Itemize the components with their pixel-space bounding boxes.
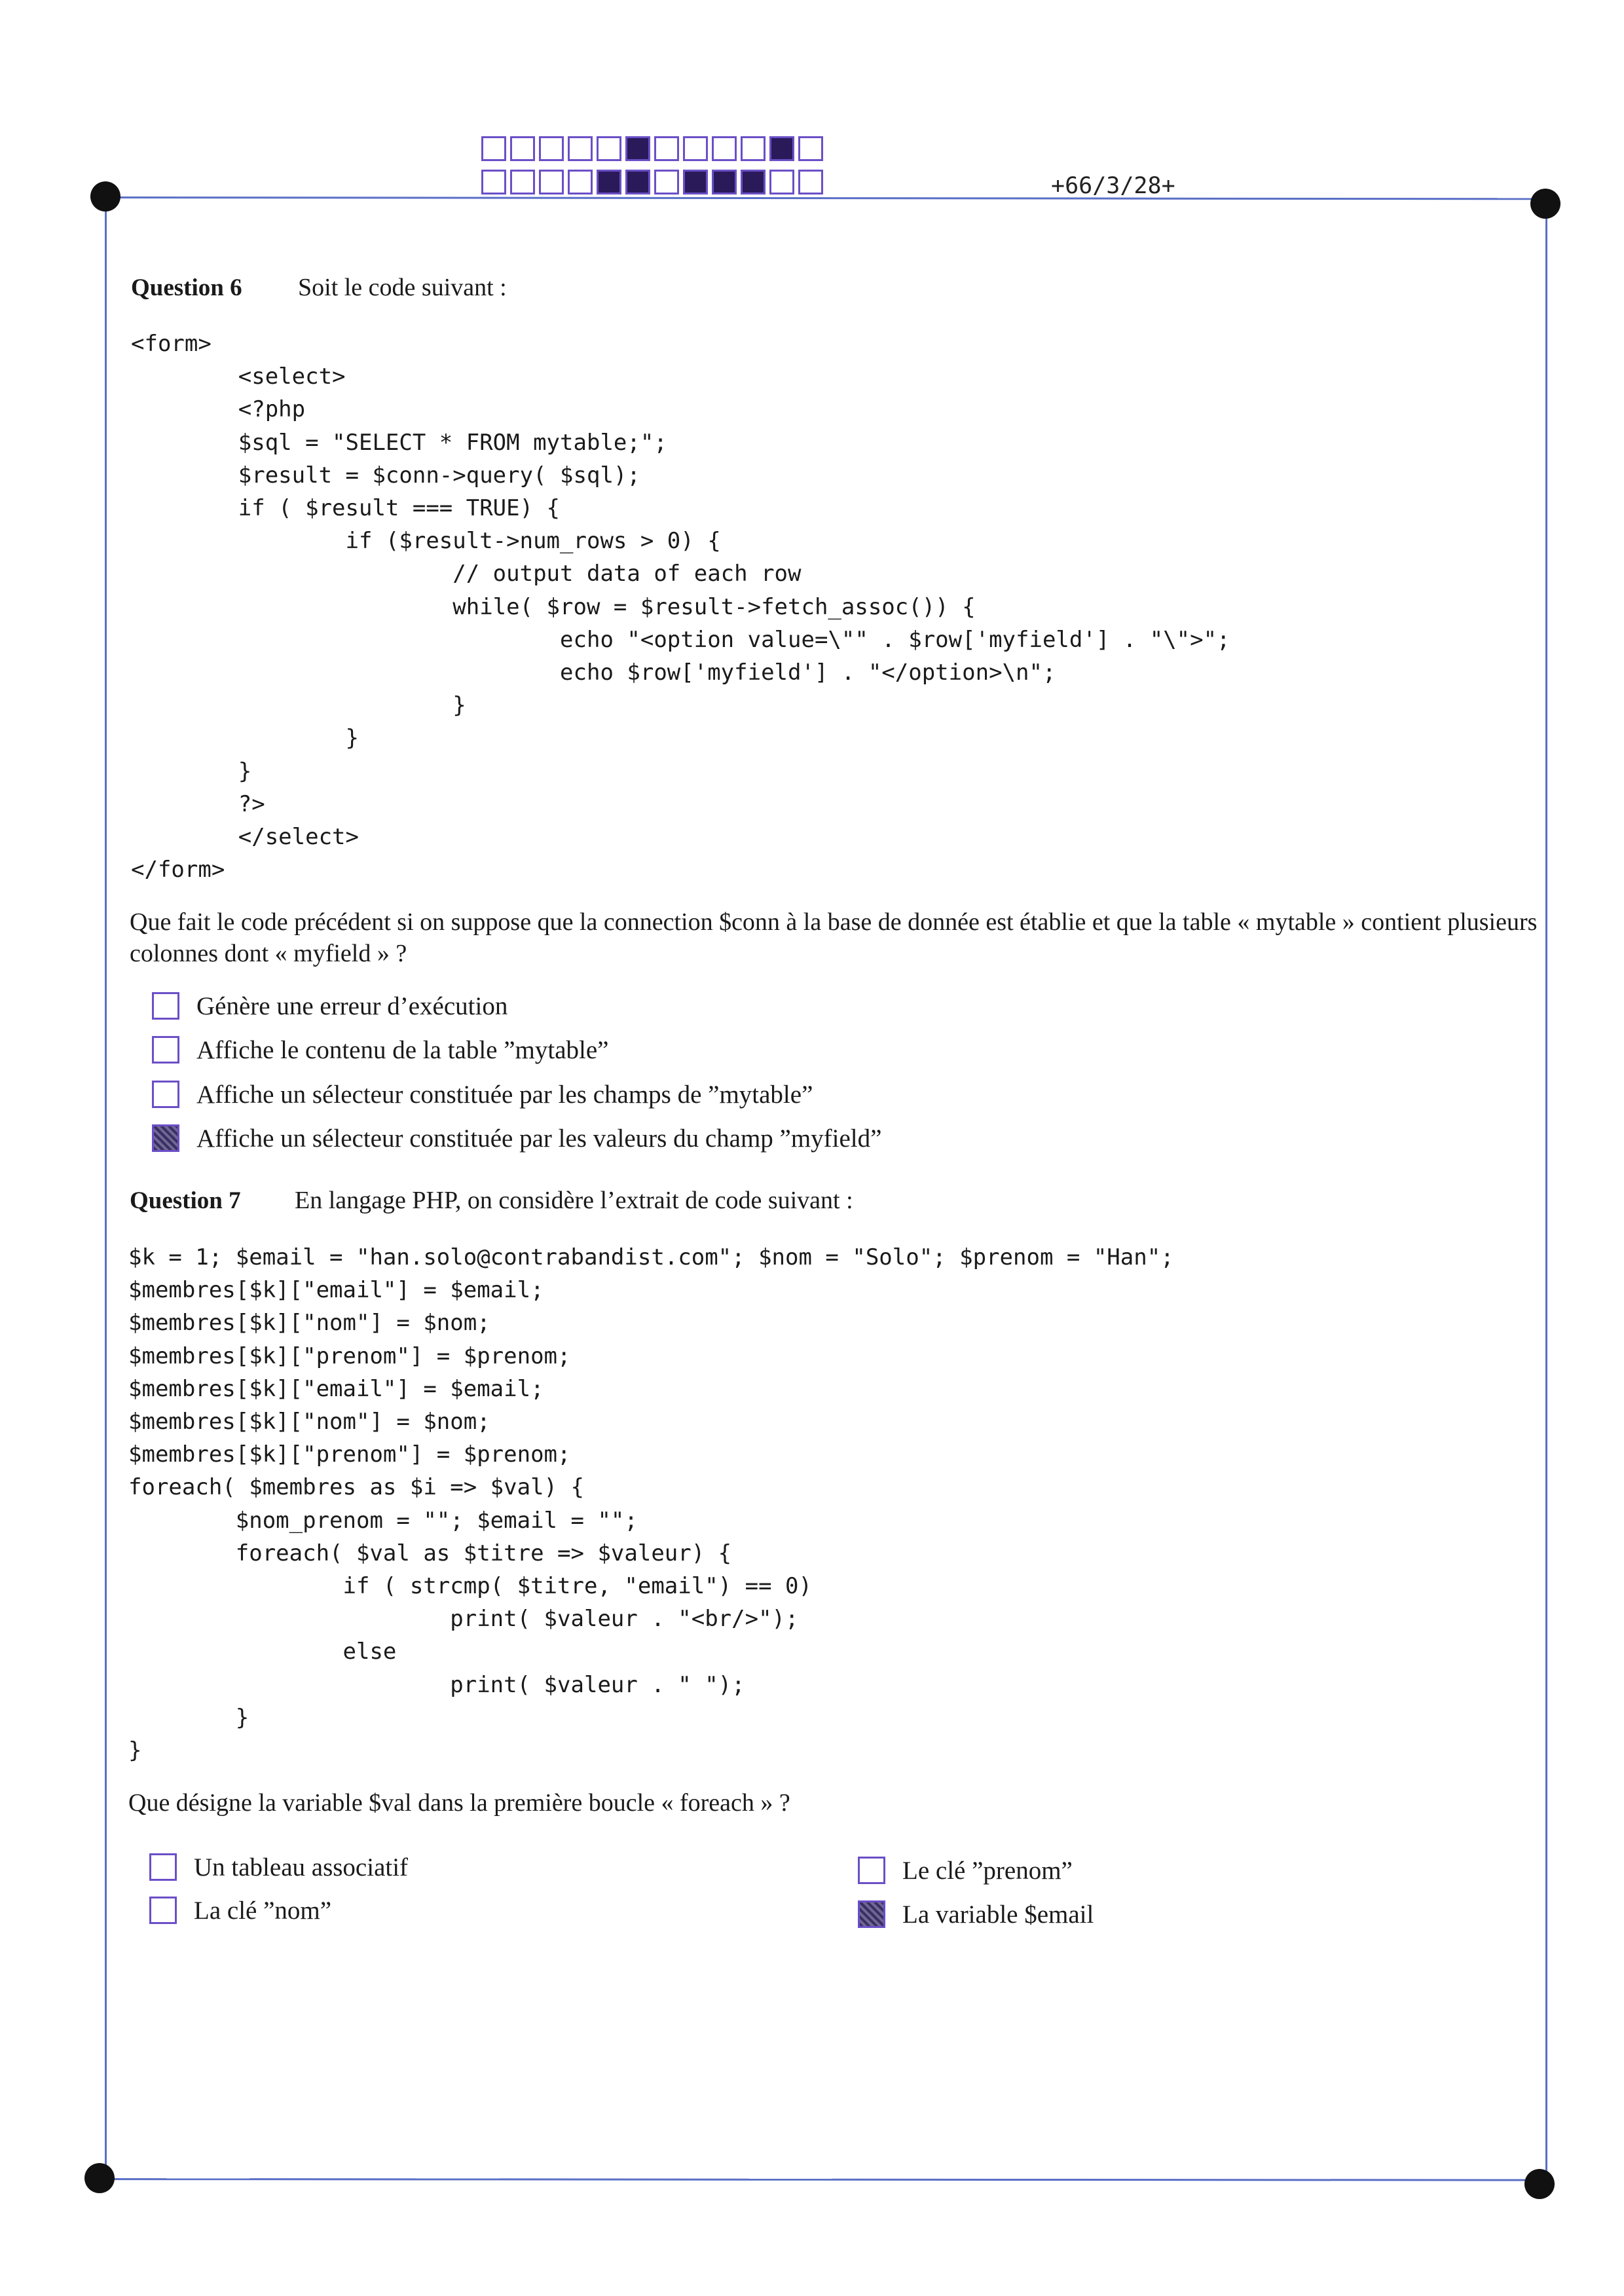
barcode-cell xyxy=(798,136,823,161)
code-line: $membres[$k]["nom"] = $nom; xyxy=(128,1310,490,1337)
barcode-cell xyxy=(683,170,708,194)
corner-marker-top-right xyxy=(1530,189,1560,219)
barcode-cell xyxy=(798,170,823,194)
barcode-cell xyxy=(654,136,679,161)
barcode-cell xyxy=(539,170,564,194)
page-identifier: +66/3/28+ xyxy=(1051,173,1175,199)
q7-answer-4-checkbox[interactable] xyxy=(858,1900,885,1928)
page-barcode-row-2 xyxy=(481,170,827,194)
q7-answer-3-checkbox[interactable] xyxy=(149,1897,177,1924)
code-line: $membres[$k]["email"] = $email; xyxy=(128,1375,544,1402)
corner-marker-bottom-left xyxy=(84,2163,115,2193)
q6-answer-2-label: Affiche le contenu de la table ”mytable” xyxy=(196,1035,609,1064)
code-line: $sql = "SELECT * FROM mytable;"; xyxy=(131,429,667,456)
q6-answer-4-checkbox[interactable] xyxy=(152,1124,179,1152)
question-7-prompt: Que désigne la variable $val dans la première boucle « foreach » ? xyxy=(128,1789,790,1817)
q6-answer-1[interactable] xyxy=(152,990,507,1022)
barcode-cell xyxy=(683,136,708,161)
barcode-cell xyxy=(741,170,766,194)
q6-answer-3-label: Affiche un sélecteur constituée par les champs de ”mytable” xyxy=(196,1080,813,1109)
code-line: $nom_prenom = ""; $email = ""; xyxy=(128,1507,638,1534)
code-line: $membres[$k]["email"] = $email; xyxy=(128,1277,544,1304)
code-line: $membres[$k]["prenom"] = $prenom; xyxy=(128,1342,571,1369)
q6-answer-3-checkbox[interactable] xyxy=(152,1081,179,1108)
q6-answer-1-checkbox[interactable] xyxy=(152,992,179,1020)
code-line: <select> xyxy=(131,363,346,390)
code-line: ?> xyxy=(131,790,265,817)
barcode-cell xyxy=(769,136,794,161)
q7-answer-1-label: Un tableau associatif xyxy=(194,1853,409,1881)
q6-answer-4-label: Affiche un sélecteur constituée par les valeurs du champ ”myfield” xyxy=(196,1124,882,1153)
barcode-cell xyxy=(597,136,621,161)
code-line: } xyxy=(131,692,466,719)
barcode-cell xyxy=(539,136,564,161)
frame-top-line xyxy=(105,196,1545,200)
barcode-cell xyxy=(654,170,679,194)
barcode-cell xyxy=(510,170,535,194)
q7-answer-2-label: Le clé ”prenom” xyxy=(902,1856,1073,1885)
frame-right-line xyxy=(1545,202,1547,2183)
code-line: print( $valeur . "<br/>"); xyxy=(128,1606,799,1633)
barcode-cell xyxy=(625,136,650,161)
code-line: <?php xyxy=(131,396,306,423)
q7-answer-1-checkbox[interactable] xyxy=(149,1853,177,1881)
q7-answer-2[interactable] xyxy=(858,1854,1073,1887)
frame-bottom-line xyxy=(100,2178,1540,2181)
q7-answer-3-label: La clé ”nom” xyxy=(194,1896,332,1925)
q6-answer-3[interactable] xyxy=(152,1078,813,1111)
barcode-cell xyxy=(597,170,621,194)
barcode-cell xyxy=(625,170,650,194)
code-line: else xyxy=(128,1639,397,1665)
code-line: } xyxy=(131,725,359,752)
q7-answer-3[interactable] xyxy=(149,1894,331,1927)
q7-answer-2-checkbox[interactable] xyxy=(858,1857,885,1884)
question-7-code-block xyxy=(128,1241,1174,1767)
code-line: if ($result->num_rows > 0) { xyxy=(131,528,721,555)
code-line: $membres[$k]["nom"] = $nom; xyxy=(128,1409,490,1435)
q6-answer-1-label: Génère une erreur d’exécution xyxy=(196,991,508,1020)
code-line: while( $row = $result->fetch_assoc()) { xyxy=(131,593,976,620)
barcode-cell xyxy=(481,136,506,161)
barcode-cell xyxy=(741,136,766,161)
code-line: $membres[$k]["prenom"] = $prenom; xyxy=(128,1441,571,1468)
code-line: </select> xyxy=(131,824,359,851)
code-line: } xyxy=(131,758,252,785)
code-line: } xyxy=(128,1704,249,1731)
barcode-cell xyxy=(712,136,737,161)
code-line: </form> xyxy=(131,857,225,883)
code-line: echo "<option value=\"" . $row['myfield'] . "\">"; xyxy=(131,626,1230,653)
question-6-prompt: Que fait le code précédent si on suppose que la connection $conn à la base de donnée est établie et que la table « mytable » contient plusieurs colonnes dont « myfield » ? xyxy=(130,908,1538,967)
code-line: echo $row['myfield'] . "</option>\n"; xyxy=(131,659,1056,686)
code-line: // output data of each row xyxy=(131,561,802,587)
q7-answer-4[interactable] xyxy=(858,1898,1094,1931)
question-6-label: Question 6 xyxy=(131,274,242,301)
barcode-cell xyxy=(481,170,506,194)
code-line: foreach( $membres as $i => $val) { xyxy=(128,1474,584,1501)
code-line: $result = $conn->query( $sql); xyxy=(131,462,640,489)
q7-answer-1[interactable] xyxy=(149,1851,408,1883)
corner-marker-top-left xyxy=(90,181,120,212)
q7-answer-4-label: La variable $email xyxy=(902,1900,1094,1929)
barcode-cell xyxy=(712,170,737,194)
frame-left-line xyxy=(105,196,107,2178)
barcode-cell xyxy=(568,136,593,161)
code-line: <form> xyxy=(131,331,212,357)
barcode-cell xyxy=(568,170,593,194)
barcode-cell xyxy=(769,170,794,194)
q6-answer-4[interactable] xyxy=(152,1122,881,1155)
code-line: } xyxy=(128,1737,142,1764)
question-7-label: Question 7 xyxy=(130,1187,241,1214)
code-line: foreach( $val as $titre => $valeur) { xyxy=(128,1540,732,1566)
q6-answer-2[interactable] xyxy=(152,1033,608,1066)
code-line: print( $valeur . " "); xyxy=(128,1671,745,1698)
corner-marker-bottom-right xyxy=(1524,2169,1555,2199)
question-6-code-block xyxy=(131,327,1230,886)
q6-answer-2-checkbox[interactable] xyxy=(152,1036,179,1064)
barcode-cell xyxy=(510,136,535,161)
question-7-text: En langage PHP, on considère l’extrait de code suivant : xyxy=(295,1187,853,1214)
question-6-text: Soit le code suivant : xyxy=(298,274,507,301)
code-line: if ( strcmp( $titre, "email") == 0) xyxy=(128,1573,812,1600)
code-line: $k = 1; $email = "han.solo@contrabandist.com"; $nom = "Solo"; $prenom = "Han"; xyxy=(128,1244,1174,1270)
code-line: if ( $result === TRUE) { xyxy=(131,495,561,522)
page-barcode-row-1 xyxy=(481,136,827,161)
